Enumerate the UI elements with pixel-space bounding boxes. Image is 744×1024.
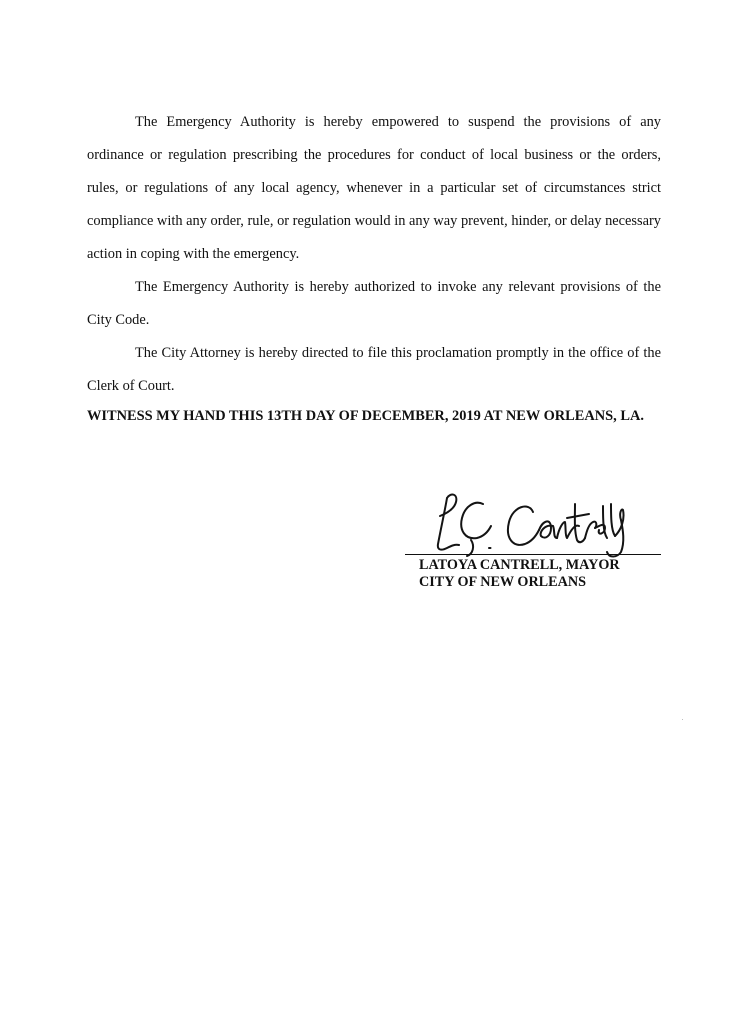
signer-office: CITY OF NEW ORLEANS xyxy=(419,574,586,590)
witness-statement: WITNESS MY HAND THIS 13TH DAY OF DECEMBER, 2019 AT NEW ORLEANS, LA. xyxy=(87,408,644,424)
paragraph-city-attorney: The City Attorney is hereby directed to file this proclamation promptly in the office of the Clerk of Court. xyxy=(87,345,661,394)
proclamation-body xyxy=(87,106,661,403)
signer-name: LATOYA CANTRELL, MAYOR xyxy=(419,557,620,573)
signer-block xyxy=(419,557,620,591)
signature-line xyxy=(405,554,661,555)
scan-speck xyxy=(682,719,683,720)
paragraph-emergency-authority-suspend: The Emergency Authority is hereby empowered to suspend the provisions of any ordinance or regulation prescribing the procedures for conduct of local business or the orders, rules, or regulations of any local agency, whenever in a particular set of circumstances strict compliance with any order, rule, or regulation would in any way prevent, hinder, or delay necessary action in coping with the emergency. xyxy=(87,114,661,262)
handwritten-signature xyxy=(425,484,635,562)
paragraph-emergency-authority-invoke: The Emergency Authority is hereby authorized to invoke any relevant provisions of the City Code. xyxy=(87,279,661,328)
